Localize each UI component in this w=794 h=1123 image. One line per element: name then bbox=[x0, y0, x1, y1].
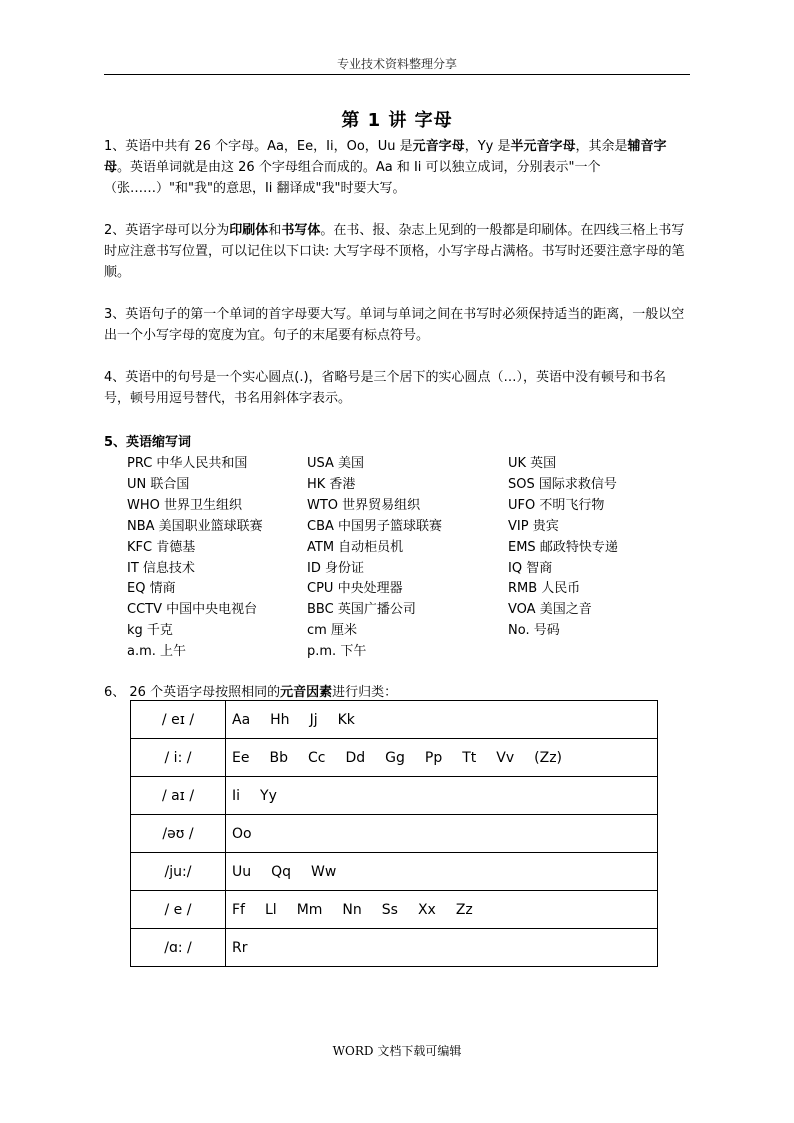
p2-bold-print: 印刷体 bbox=[229, 223, 269, 238]
letter-pair: Bb bbox=[269, 749, 288, 766]
p1-bold-consonant: 辅音字母 bbox=[104, 139, 667, 175]
phoneme-cell: /əʊ / bbox=[131, 815, 226, 853]
abbreviation-item: NBA 美国职业篮球联赛 bbox=[127, 518, 263, 534]
letter-pair: Mm bbox=[296, 901, 323, 918]
abbreviation-item: EMS 邮政特快专递 bbox=[508, 539, 618, 555]
letter-pair: Ss bbox=[381, 901, 398, 918]
abbreviation-item: CPU 中央处理器 bbox=[307, 581, 403, 597]
letter-pair: Pp bbox=[424, 749, 443, 766]
letter-pair: Ee bbox=[232, 749, 250, 766]
abbreviation-item: WHO 世界卫生组织 bbox=[127, 497, 242, 513]
abbreviation-item: EQ 情商 bbox=[127, 581, 176, 597]
abbreviation-item: VOA 美国之音 bbox=[508, 602, 592, 618]
abbreviation-item: ID 身份证 bbox=[307, 560, 364, 576]
page-footer: WORD 文档下载可编辑 bbox=[332, 1044, 462, 1058]
abbreviation-item: a.m. 上午 bbox=[127, 644, 187, 660]
letters-cell bbox=[226, 929, 658, 967]
vowel-table-row bbox=[131, 853, 658, 891]
phoneme-cell: /ju:/ bbox=[131, 853, 226, 891]
abbreviation-item: RMB 人民币 bbox=[508, 581, 581, 597]
p2-text-c: 和 bbox=[268, 223, 282, 238]
abbreviation-item: PRC 中华人民共和国 bbox=[127, 456, 248, 471]
section-6-heading bbox=[104, 681, 397, 700]
abbreviation-item: kg 千克 bbox=[127, 623, 173, 639]
letter-pair: Ww bbox=[311, 863, 337, 880]
letter-pair: Uu bbox=[232, 863, 252, 880]
abbreviation-item: UN 联合国 bbox=[127, 476, 190, 492]
letter-pair: Ll bbox=[264, 901, 277, 918]
abbreviation-item: USA 美国 bbox=[307, 456, 365, 471]
p2-bold-script: 书写体 bbox=[281, 223, 321, 238]
vowel-table-row bbox=[131, 891, 658, 929]
p1-text-c: ，Yy 是 bbox=[464, 139, 511, 154]
vowel-table-row bbox=[131, 701, 658, 739]
abbreviation-item: KFC 肯德基 bbox=[127, 539, 196, 555]
letter-pair: Xx bbox=[417, 901, 436, 918]
p1-bold-semivowel: 半元音字母 bbox=[510, 139, 576, 154]
abbreviation-item: UFO 不明飞行物 bbox=[508, 497, 605, 513]
abbreviation-item: SOS 国际求救信号 bbox=[508, 476, 617, 492]
p2-text-d: 。在书、报、杂志上见到的一般都是印刷体。在四线三格上书写时应注意书写位置，可以记住以下口诀: 大写字母不顶格，小写字母占满格。书写时还要注意字母的笔顺。 bbox=[104, 223, 685, 280]
letter-pair: Jj bbox=[309, 711, 318, 728]
p1-bold-vowel: 元音字母 bbox=[412, 139, 465, 154]
letter-pair: Gg bbox=[385, 749, 405, 766]
letter-pair: Qq bbox=[271, 863, 292, 880]
p1-text-e: 。英语单词就是由这 26 个字母组合而成的。Aa 和 Ii 可以独立成词，分别表示"一个（张……）"和"我"的意思，Ii 翻译成"我"时要大写。 bbox=[104, 160, 601, 196]
paragraph-1 bbox=[104, 136, 690, 199]
abbreviation-item: ATM 自动柜员机 bbox=[307, 539, 404, 555]
vowel-table-row bbox=[131, 929, 658, 967]
phoneme-cell: /ɑ: / bbox=[131, 929, 226, 967]
letters-cell bbox=[226, 891, 658, 929]
abbreviation-item: cm 厘米 bbox=[307, 623, 357, 639]
paragraph-2 bbox=[104, 220, 690, 283]
letters-cell bbox=[226, 777, 658, 815]
abbreviation-item: CBA 中国男子篮球联赛 bbox=[307, 518, 443, 534]
letter-pair: Zz bbox=[455, 901, 473, 918]
header-divider bbox=[104, 74, 690, 75]
lesson-title: 第 1 讲 字母 bbox=[341, 110, 453, 131]
letter-pair: Ii bbox=[232, 787, 241, 804]
letter-pair: Hh bbox=[270, 711, 290, 728]
vowel-table-row bbox=[131, 815, 658, 853]
p1-text-d: ，其余是 bbox=[575, 139, 628, 154]
s6-bold: 元音因素 bbox=[280, 685, 333, 700]
vowel-table-row bbox=[131, 777, 658, 815]
vowel-table bbox=[130, 700, 658, 967]
p2-text-a: 2、英语字母可以分为 bbox=[104, 223, 230, 238]
letter-pair: Rr bbox=[232, 939, 248, 956]
letter-pair: Cc bbox=[307, 749, 326, 766]
letter-pair: Nn bbox=[342, 901, 362, 918]
letter-pair: Ff bbox=[232, 901, 245, 918]
p1-text-a: 1、英语中共有 26 个字母。Aa，Ee，Ii，Oo，Uu 是 bbox=[104, 139, 413, 154]
abbreviation-item: UK 英国 bbox=[508, 456, 557, 471]
letters-cell bbox=[226, 815, 658, 853]
letter-pair: Kk bbox=[337, 711, 355, 728]
s6-text-a: 6、 26 个英语字母按照相同的 bbox=[104, 685, 281, 700]
paragraph-4: 4、英语中的句号是一个实心圆点(.)，省略号是三个居下的实心圆点（…），英语中没有顿号和书名号，顿号用逗号替代，书名用斜体字表示。 bbox=[104, 370, 667, 406]
letter-pair: Yy bbox=[260, 787, 277, 804]
letter-pair: Oo bbox=[232, 825, 252, 842]
letter-pair: Dd bbox=[345, 749, 366, 766]
phoneme-cell: / i: / bbox=[131, 739, 226, 777]
letters-cell bbox=[226, 739, 658, 777]
phoneme-cell: / e / bbox=[131, 891, 226, 929]
s6-text-c: 进行归类： bbox=[332, 685, 398, 700]
phoneme-cell: / eɪ / bbox=[131, 701, 226, 739]
letter-pair: (Zz) bbox=[534, 749, 563, 766]
letters-cell bbox=[226, 701, 658, 739]
letter-pair: Tt bbox=[462, 749, 477, 766]
abbreviation-item: p.m. 下午 bbox=[307, 644, 367, 660]
abbreviation-item: No. 号码 bbox=[508, 623, 560, 639]
phoneme-cell: / aɪ / bbox=[131, 777, 226, 815]
page-header: 专业技术资料整理分享 bbox=[336, 57, 457, 71]
abbreviation-item: WTO 世界贸易组织 bbox=[307, 497, 421, 513]
abbreviation-item: IQ 智商 bbox=[508, 560, 553, 576]
abbreviation-item: BBC 英国广播公司 bbox=[307, 602, 416, 618]
letter-pair: Vv bbox=[496, 749, 515, 766]
vowel-table-row bbox=[131, 739, 658, 777]
abbreviations-heading: 5、英语缩写词 bbox=[104, 435, 192, 450]
letter-pair: Aa bbox=[232, 711, 251, 728]
abbreviation-item: IT 信息技术 bbox=[127, 560, 195, 576]
abbreviation-item: CCTV 中国中央电视台 bbox=[127, 602, 258, 618]
abbreviation-item: HK 香港 bbox=[307, 476, 356, 492]
paragraph-3: 3、英语句子的第一个单词的首字母要大写。单词与单词之间在书写时必须保持适当的距离，一般以空出一个小写字母的宽度为宜。句子的末尾要有标点符号。 bbox=[104, 307, 685, 343]
abbreviation-item: VIP 贵宾 bbox=[508, 518, 559, 534]
letters-cell bbox=[226, 853, 658, 891]
